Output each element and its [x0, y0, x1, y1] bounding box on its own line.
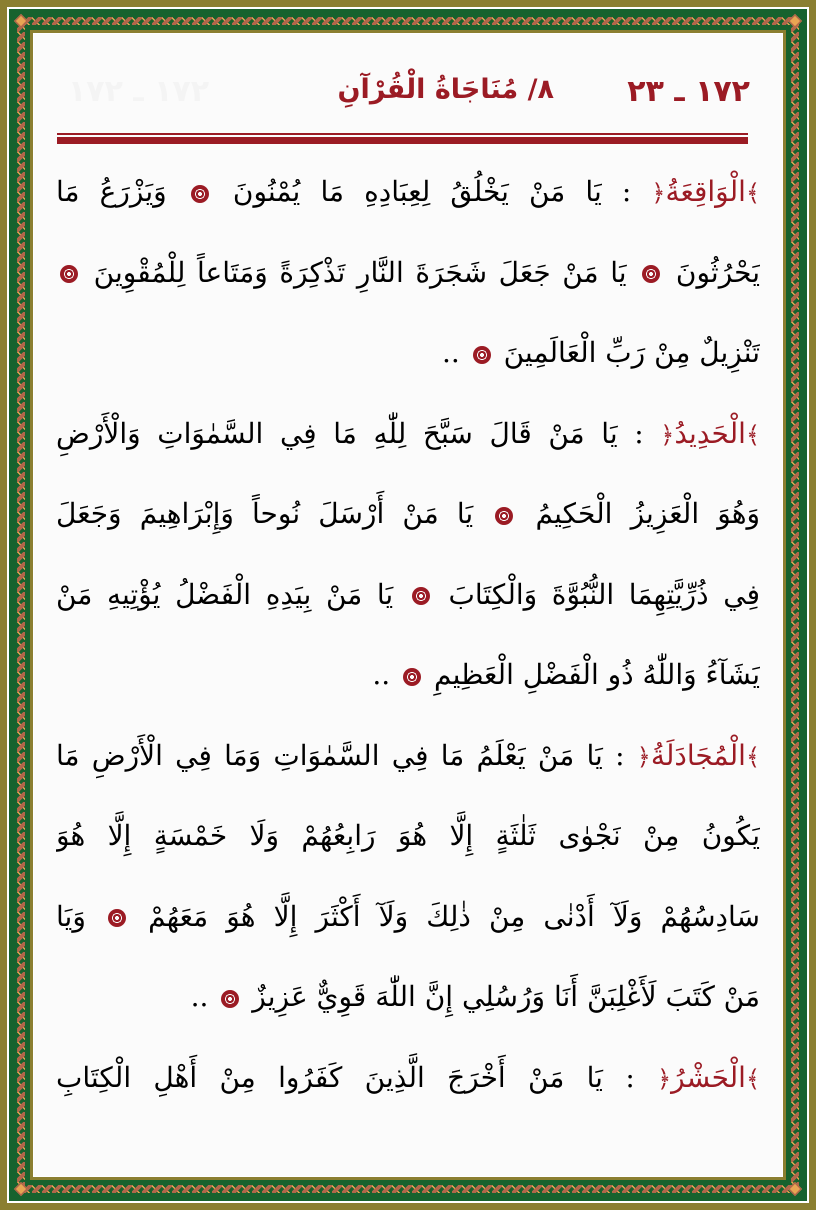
text-line [56, 1038, 760, 1119]
text-line [56, 233, 760, 314]
supplication-text [56, 152, 760, 1118]
verse-text: فِي ذُرِّيَّتِهِمَا النُّبُوَّةَ وَالْكِتَابَ [448, 577, 760, 611]
verse-text: سَادِسُهُمْ وَلَآ أَدْنٰى مِنْ ذٰلِكَ وَلَآ أَكْثَرَ إِلَّا هُوَ مَعَهُمْ [148, 899, 760, 933]
page-title: ٨/ مُنَاجَاةُ الْقُرْآنِ [337, 74, 554, 105]
verse-end-rosette-icon [60, 265, 78, 283]
bracket-ornament-icon: ﴿ [660, 420, 675, 449]
border-pattern-top [22, 14, 794, 28]
surah-name: الْحَدِيدُ [674, 416, 746, 450]
bracket-ornament-icon: ﴿ [636, 742, 651, 771]
ghost-page-range: ١٧٢ ـ ١٧٢ [68, 74, 210, 109]
page-header [34, 74, 782, 118]
verse-text: وَيَا [56, 899, 86, 933]
verse-text: تَنْزِيلٌ مِنْ رَبِّ الْعَالَمِينَ [503, 336, 760, 369]
verse-end-rosette-icon [473, 346, 491, 364]
bracket-ornament-icon: ﴾ [745, 1064, 760, 1093]
text-line [56, 555, 760, 636]
verse-text: يَا مَنْ بِيَدِهِ الْفَضْلُ يُؤْتِيهِ مَنْ [56, 577, 394, 611]
verse-text: يَا مَنْ جَعَلَ شَجَرَةَ النَّارِ تَذْكِرَةً وَمَتَاعاً لِلْمُقْوِينَ [93, 255, 627, 289]
header-rule-thick [57, 137, 748, 144]
verse-text: يَحْرُثُونَ [675, 255, 760, 289]
surah-name: الْحَشْرُ [671, 1060, 746, 1094]
verse-text: يَا مَنْ قَالَ سَبَّحَ لِلّٰهِ مَا فِي السَّمٰوَاتِ وَالْأَرْضِ [56, 416, 618, 450]
colon: : [625, 1060, 635, 1094]
bracket-ornament-icon: ﴾ [745, 179, 760, 207]
bracket-ornament-icon: ﴿ [651, 179, 666, 207]
header-rule-thin [57, 133, 748, 135]
bracket-ornament-icon: ﴿ [657, 1064, 672, 1093]
verse-text: يَا مَنْ أَخْرَجَ الَّذِينَ كَفَرُوا مِنْ أَهْلِ الْكِتَابِ [56, 1060, 603, 1094]
verse-text: يَا مَنْ يَخْلُقُ لِعِبَادِهِ مَا يُمْنُونَ [232, 175, 602, 208]
section-end-dots: .. [372, 658, 391, 691]
surah-name: الْمُجَادَلَةُ [650, 738, 746, 772]
section-end-dots: .. [190, 980, 209, 1013]
text-line [56, 796, 760, 877]
verse-end-rosette-icon [642, 265, 660, 283]
colon: : [615, 738, 625, 772]
section-end-dots: .. [441, 336, 460, 369]
text-line [56, 152, 760, 233]
verse-end-rosette-icon [191, 185, 209, 203]
border-pattern-bottom [22, 1182, 794, 1196]
text-line [56, 313, 760, 394]
verse-text: يَشَآءُ وَاللّٰهُ ذُو الْفَضْلِ الْعَظِيمِ [433, 658, 760, 691]
verse-text: وَهُوَ الْعَزِيزُ الْحَكِيمُ [535, 497, 760, 530]
colon: : [621, 175, 632, 208]
colon: : [634, 416, 644, 450]
border-pattern-right [788, 22, 802, 1188]
verse-text: مَنْ كَتَبَ لَأَغْلِبَنَّ أَنَا وَرُسُلِي إِنَّ اللّٰهَ قَوِيٌّ عَزِيزٌ [252, 980, 760, 1013]
page-content [34, 34, 782, 1176]
verse-text: يَا مَنْ أَرْسَلَ نُوحاً وَإِبْرَاهِيمَ وَجَعَلَ [56, 497, 474, 530]
text-line [56, 635, 760, 716]
verse-end-rosette-icon [403, 668, 421, 686]
verse-end-rosette-icon [108, 909, 126, 927]
verse-text: يَكُونُ مِنْ نَجْوٰى ثَلٰثَةٍ إِلَّا هُوَ رَابِعُهُمْ وَلَا خَمْسَةٍ إِلَّا هُوَ [56, 819, 760, 852]
verse-text: يَا مَنْ يَعْلَمُ مَا فِي السَّمٰوَاتِ وَمَا فِي الْأَرْضِ مَا [56, 738, 603, 772]
text-line [56, 877, 760, 958]
text-line [56, 957, 760, 1038]
verse-end-rosette-icon [412, 587, 430, 605]
page-range: ١٧٢ ـ ٢٣ [627, 74, 750, 109]
surah-name: الْوَاقِعَةُ [665, 175, 746, 208]
text-line [56, 394, 760, 475]
verse-text: وَيَزْرَعُ مَا [56, 175, 167, 208]
border-pattern-left [14, 22, 28, 1188]
bracket-ornament-icon: ﴾ [745, 420, 760, 449]
verse-end-rosette-icon [221, 990, 239, 1008]
verse-end-rosette-icon [495, 507, 513, 525]
text-line [56, 716, 760, 797]
bracket-ornament-icon: ﴾ [745, 742, 760, 771]
text-line [56, 474, 760, 555]
